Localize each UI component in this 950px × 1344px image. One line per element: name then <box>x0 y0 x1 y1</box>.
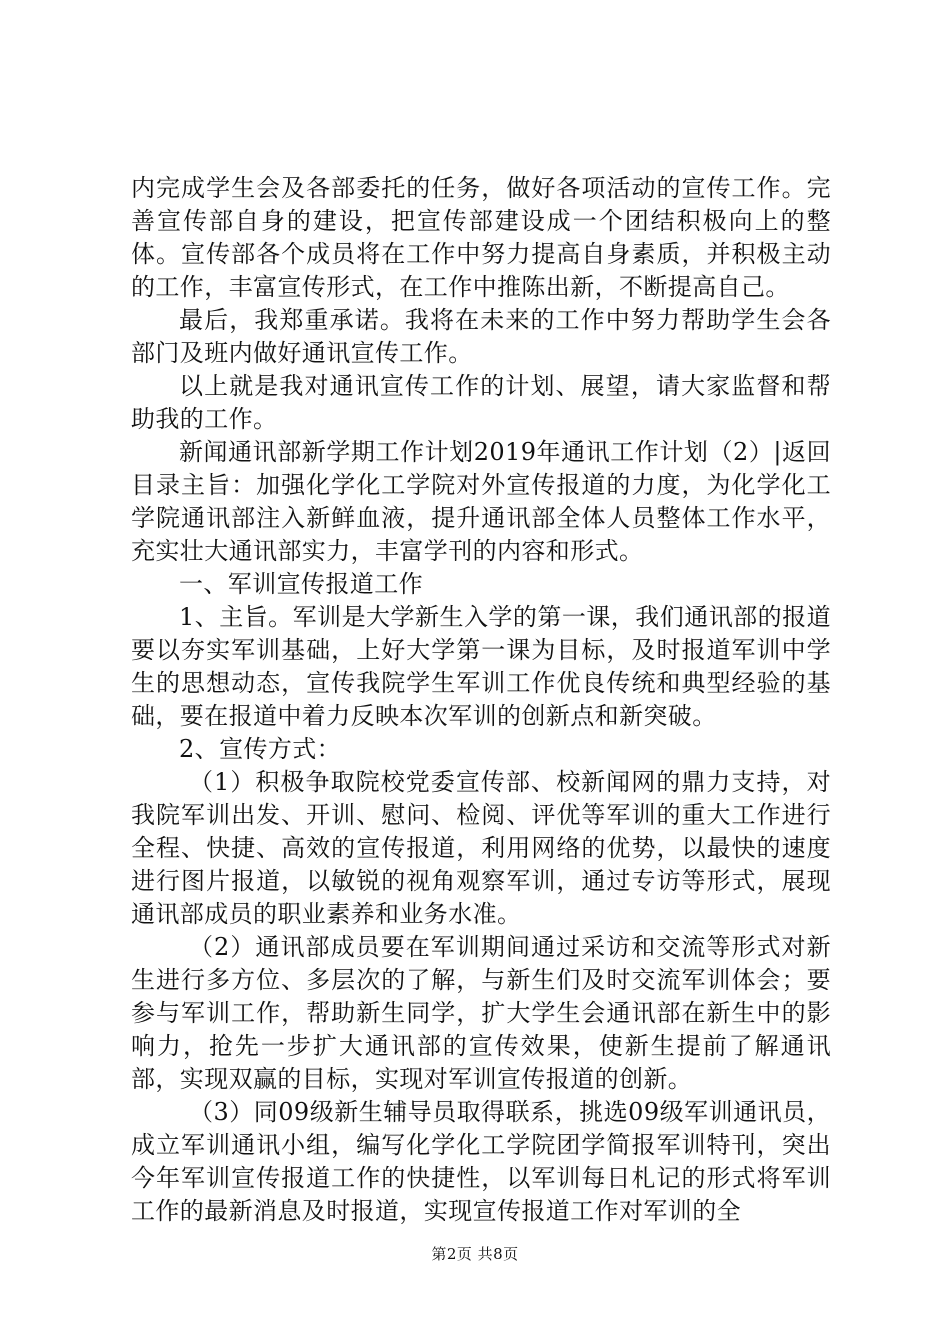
paragraph-continuation: 内完成学生会及各部委托的任务，做好各项活动的宣传工作。完善宣传部自身的建设，把宣传部建设成一个团结积极向上的整体。宣传部各个成员将在工作中努力提高自身素质，并积极主动的工作，丰富宣传形式，在工作中推陈出新，不断提高自己。 <box>131 174 831 301</box>
document-body <box>131 172 831 1228</box>
paragraph-closing: 以上就是我对通讯宣传工作的计划、展望，请大家监督和帮助我的工作。 <box>131 372 831 433</box>
section-heading: 一、军训宣传报道工作 <box>179 570 423 598</box>
paragraph-methods-heading: 2、宣传方式： <box>179 735 342 763</box>
paragraph-commitment: 最后，我郑重承诺。我将在未来的工作中努力帮助学生会各部门及班内做好通讯宣传工作。 <box>131 306 831 367</box>
paragraph-method-2: （2）通讯部成员要在军训期间通过采访和交流等形式对新生进行多方位、多层次的了解，与新生们及时交流军训体会；要参与军训工作，帮助新生同学，扩大学生会通讯部在新生中的影响力，抢先一步扩大通讯部的宣传效果，使新生提前了解通讯部，实现双赢的目标，实现对军训宣传报道的创新。 <box>131 933 831 1093</box>
paragraph-method-3: （3）同09级新生辅导员取得联系，挑选09级军训通讯员，成立军训通讯小组，编写化学化工学院团学简报军训特刊，突出今年军训宣传报道工作的快捷性，以军训每日札记的形式将军训工作的最新消息及时报道，实现宣传报道工作对军训的全 <box>131 1098 831 1225</box>
paragraph-plan-intro: 新闻通讯部新学期工作计划2019年通讯工作计划（2）|返回目录主旨：加强化学化工学院对外宣传报道的力度，为化学化工学院通讯部注入新鲜血液，提升通讯部全体人员整体工作水平，充实壮大通讯部实力，丰富学刊的内容和形式。 <box>131 438 831 565</box>
paragraph-method-1: （1）积极争取院校党委宣传部、校新闻网的鼎力支持，对我院军训出发、开训、慰问、检阅、评优等军训的重大工作进行全程、快捷、高效的宣传报道，利用网络的优势，以最快的速度进行图片报道，以敏锐的视角观察军训，通过专访等形式，展现通讯部成员的职业素养和业务水准。 <box>131 768 831 928</box>
paragraph-purpose: 1、主旨。军训是大学新生入学的第一课，我们通讯部的报道要以夯实军训基础，上好大学第一课为目标，及时报道军训中学生的思想动态，宣传我院学生军训工作优良传统和典型经验的基础，要在报道中着力反映本次军训的创新点和新突破。 <box>131 603 831 730</box>
page-number-footer: 第2页 共8页 <box>431 1245 519 1263</box>
